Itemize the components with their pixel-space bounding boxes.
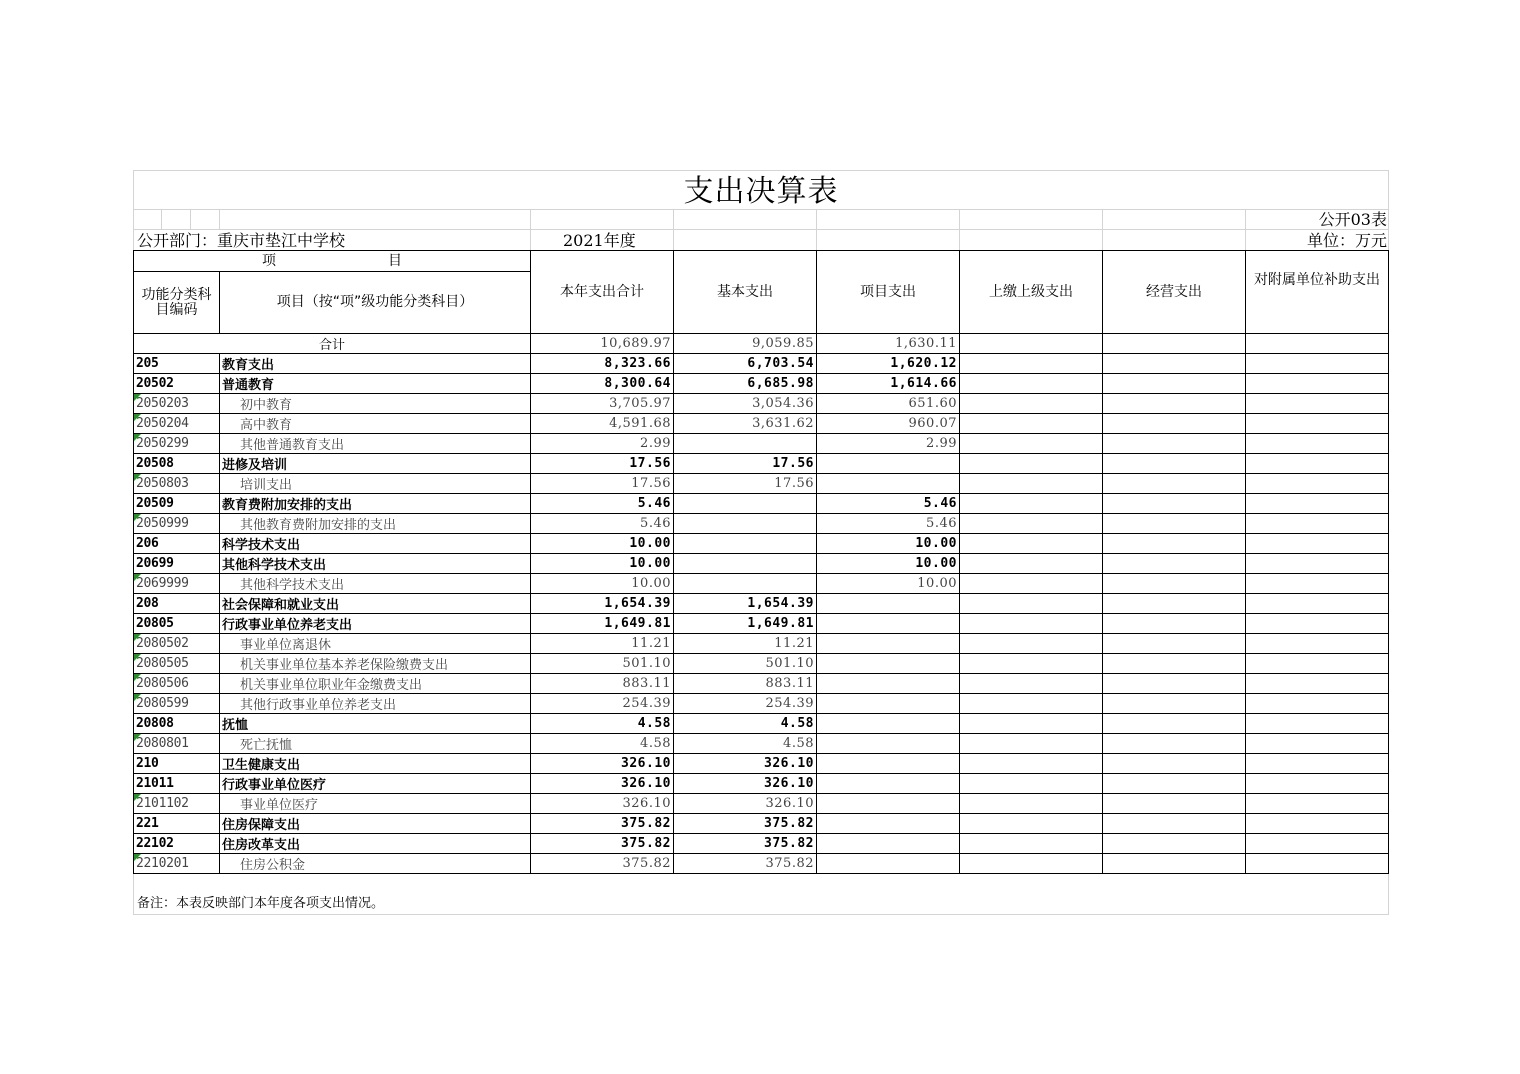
row-name: 社会保障和就业支出 <box>220 594 531 614</box>
row-subsidy <box>1246 794 1389 814</box>
header-item-group: 项 目 <box>134 251 531 272</box>
table-row <box>134 674 1389 694</box>
row-upper <box>960 514 1103 534</box>
row-code: 22102 <box>134 834 220 854</box>
row-upper <box>960 534 1103 554</box>
row-name: 行政事业单位医疗 <box>220 774 531 794</box>
row-name: 卫生健康支出 <box>220 754 531 774</box>
row-basic: 3,631.62 <box>674 414 817 434</box>
empty-cell <box>1103 334 1246 354</box>
row-upper <box>960 774 1103 794</box>
row-business <box>1103 454 1246 474</box>
unit-label: 单位：万元 <box>1306 231 1387 250</box>
row-name: 其他科学技术支出 <box>220 574 531 594</box>
row-project: 960.07 <box>817 414 960 434</box>
row-subsidy <box>1246 514 1389 534</box>
row-business <box>1103 714 1246 734</box>
row-business <box>1103 694 1246 714</box>
row-code: 2050999 <box>134 514 220 534</box>
row-total: 8,300.64 <box>531 374 674 394</box>
row-basic <box>674 574 817 594</box>
row-project: 10.00 <box>817 554 960 574</box>
table-row <box>134 834 1389 854</box>
row-project <box>817 834 960 854</box>
row-upper <box>960 454 1103 474</box>
gridline <box>673 209 674 250</box>
row-project: 10.00 <box>817 534 960 554</box>
row-code: 2080506 <box>134 674 220 694</box>
row-upper <box>960 434 1103 454</box>
row-business <box>1103 594 1246 614</box>
row-subsidy <box>1246 634 1389 654</box>
row-business <box>1103 354 1246 374</box>
row-total: 11.21 <box>531 634 674 654</box>
row-project: 2.99 <box>817 434 960 454</box>
row-name: 其他科学技术支出 <box>220 554 531 574</box>
row-upper <box>960 374 1103 394</box>
row-upper <box>960 814 1103 834</box>
table-title: 支出决算表 <box>683 174 839 209</box>
row-project <box>817 634 960 654</box>
table-row <box>134 354 1389 374</box>
row-name: 进修及培训 <box>220 454 531 474</box>
row-business <box>1103 494 1246 514</box>
gridline <box>959 209 960 250</box>
row-basic: 17.56 <box>674 474 817 494</box>
row-basic <box>674 434 817 454</box>
row-code: 210 <box>134 754 220 774</box>
row-code: 2080505 <box>134 654 220 674</box>
row-subsidy <box>1246 414 1389 434</box>
row-project <box>817 674 960 694</box>
row-total: 4.58 <box>531 734 674 754</box>
table-row <box>134 594 1389 614</box>
row-name: 其他教育费附加安排的支出 <box>220 514 531 534</box>
department-label: 公开部门：重庆市垫江中学校 <box>137 231 346 250</box>
row-subsidy <box>1246 374 1389 394</box>
row-total: 326.10 <box>531 774 674 794</box>
row-business <box>1103 774 1246 794</box>
row-total: 1,649.81 <box>531 614 674 634</box>
row-business <box>1103 794 1246 814</box>
row-code: 20699 <box>134 554 220 574</box>
row-business <box>1103 574 1246 594</box>
gridline <box>133 209 1389 210</box>
row-basic: 6,685.98 <box>674 374 817 394</box>
row-subsidy <box>1246 394 1389 414</box>
row-total: 501.10 <box>531 654 674 674</box>
row-basic <box>674 514 817 534</box>
row-name: 死亡抚恤 <box>220 734 531 754</box>
row-name: 其他普通教育支出 <box>220 434 531 454</box>
row-subsidy <box>1246 854 1389 874</box>
row-basic: 17.56 <box>674 454 817 474</box>
row-name: 培训支出 <box>220 474 531 494</box>
row-subsidy <box>1246 554 1389 574</box>
row-upper <box>960 494 1103 514</box>
gridline <box>219 209 220 229</box>
row-upper <box>960 634 1103 654</box>
empty-cell <box>1246 334 1389 354</box>
row-project <box>817 654 960 674</box>
row-code: 21011 <box>134 774 220 794</box>
row-upper <box>960 674 1103 694</box>
row-code: 205 <box>134 354 220 374</box>
row-name: 高中教育 <box>220 414 531 434</box>
empty-cell <box>960 334 1103 354</box>
row-business <box>1103 834 1246 854</box>
table-row <box>134 754 1389 774</box>
row-subsidy <box>1246 614 1389 634</box>
table-row <box>134 794 1389 814</box>
row-basic: 3,054.36 <box>674 394 817 414</box>
table-row <box>134 614 1389 634</box>
row-business <box>1103 654 1246 674</box>
row-total: 254.39 <box>531 694 674 714</box>
table-row <box>134 414 1389 434</box>
row-project <box>817 754 960 774</box>
row-total: 375.82 <box>531 854 674 874</box>
header-subsidy: 对附属单位补助支出 <box>1246 251 1389 334</box>
row-basic: 6,703.54 <box>674 354 817 374</box>
row-total: 3,705.97 <box>531 394 674 414</box>
row-project: 1,620.12 <box>817 354 960 374</box>
row-name: 普通教育 <box>220 374 531 394</box>
expenditure-table <box>133 250 1389 874</box>
row-code: 2101102 <box>134 794 220 814</box>
row-basic <box>674 554 817 574</box>
row-basic: 883.11 <box>674 674 817 694</box>
row-total: 2.99 <box>531 434 674 454</box>
row-upper <box>960 574 1103 594</box>
gridline <box>1245 209 1246 250</box>
row-code: 20805 <box>134 614 220 634</box>
gridline <box>816 209 817 250</box>
row-subsidy <box>1246 474 1389 494</box>
row-subsidy <box>1246 774 1389 794</box>
footnote: 备注：本表反映部门本年度各项支出情况。 <box>137 896 385 911</box>
row-upper <box>960 854 1103 874</box>
row-project <box>817 774 960 794</box>
row-code: 2050803 <box>134 474 220 494</box>
row-basic: 326.10 <box>674 794 817 814</box>
row-project: 5.46 <box>817 494 960 514</box>
row-code: 206 <box>134 534 220 554</box>
row-total: 326.10 <box>531 754 674 774</box>
row-project <box>817 854 960 874</box>
header-upper: 上缴上级支出 <box>960 251 1103 334</box>
row-business <box>1103 394 1246 414</box>
row-upper <box>960 474 1103 494</box>
row-total: 326.10 <box>531 794 674 814</box>
row-upper <box>960 554 1103 574</box>
row-name: 科学技术支出 <box>220 534 531 554</box>
total-label: 合计 <box>134 334 531 354</box>
row-total: 10.00 <box>531 574 674 594</box>
row-project: 5.46 <box>817 514 960 534</box>
row-name: 事业单位离退休 <box>220 634 531 654</box>
table-row <box>134 714 1389 734</box>
row-basic <box>674 534 817 554</box>
row-code: 2080801 <box>134 734 220 754</box>
table-row <box>134 454 1389 474</box>
row-subsidy <box>1246 594 1389 614</box>
row-total: 5.46 <box>531 494 674 514</box>
row-code: 20508 <box>134 454 220 474</box>
row-total: 375.82 <box>531 814 674 834</box>
row-project <box>817 614 960 634</box>
row-business <box>1103 474 1246 494</box>
row-name: 住房保障支出 <box>220 814 531 834</box>
gridline <box>1102 209 1103 250</box>
row-business <box>1103 534 1246 554</box>
table-row <box>134 434 1389 454</box>
total-project-cell: 1,630.11 <box>817 334 960 354</box>
row-subsidy <box>1246 434 1389 454</box>
row-project <box>817 814 960 834</box>
row-upper <box>960 594 1103 614</box>
gridline <box>161 209 162 229</box>
row-business <box>1103 434 1246 454</box>
gridline <box>530 209 531 250</box>
row-business <box>1103 514 1246 534</box>
row-project <box>817 594 960 614</box>
row-business <box>1103 754 1246 774</box>
table-row <box>134 534 1389 554</box>
row-business <box>1103 854 1246 874</box>
table-row <box>134 554 1389 574</box>
row-upper <box>960 394 1103 414</box>
row-code: 20502 <box>134 374 220 394</box>
row-upper <box>960 794 1103 814</box>
row-project <box>817 794 960 814</box>
header-row <box>134 251 1389 272</box>
row-subsidy <box>1246 534 1389 554</box>
table-row <box>134 574 1389 594</box>
row-upper <box>960 414 1103 434</box>
row-total: 10.00 <box>531 534 674 554</box>
row-upper <box>960 354 1103 374</box>
row-project <box>817 714 960 734</box>
row-business <box>1103 414 1246 434</box>
row-business <box>1103 554 1246 574</box>
row-basic: 1,654.39 <box>674 594 817 614</box>
row-name: 其他行政事业单位养老支出 <box>220 694 531 714</box>
row-upper <box>960 694 1103 714</box>
row-basic: 326.10 <box>674 774 817 794</box>
row-basic: 326.10 <box>674 754 817 774</box>
row-project: 1,614.66 <box>817 374 960 394</box>
row-subsidy <box>1246 814 1389 834</box>
row-code: 2050204 <box>134 414 220 434</box>
row-project <box>817 734 960 754</box>
table-number: 公开03表 <box>1318 210 1387 229</box>
row-total: 8,323.66 <box>531 354 674 374</box>
row-upper <box>960 654 1103 674</box>
row-project <box>817 474 960 494</box>
row-code: 208 <box>134 594 220 614</box>
header-basic: 基本支出 <box>674 251 817 334</box>
row-basic: 4.58 <box>674 714 817 734</box>
row-code: 2050203 <box>134 394 220 414</box>
row-code: 2210201 <box>134 854 220 874</box>
row-name: 机关事业单位职业年金缴费支出 <box>220 674 531 694</box>
row-business <box>1103 634 1246 654</box>
gridline <box>133 229 1389 230</box>
row-total: 5.46 <box>531 514 674 534</box>
header-code: 功能分类科目编码 <box>134 272 220 334</box>
header-name: 项目（按“项”级功能分类科目） <box>220 272 531 334</box>
row-basic: 375.82 <box>674 854 817 874</box>
row-subsidy <box>1246 674 1389 694</box>
row-name: 初中教育 <box>220 394 531 414</box>
row-name: 住房改革支出 <box>220 834 531 854</box>
total-cell: 10,689.97 <box>531 334 674 354</box>
row-business <box>1103 674 1246 694</box>
total-basic-cell: 9,059.85 <box>674 334 817 354</box>
row-business <box>1103 814 1246 834</box>
row-subsidy <box>1246 754 1389 774</box>
gridline <box>190 209 191 229</box>
table-row <box>134 494 1389 514</box>
row-name: 住房公积金 <box>220 854 531 874</box>
table-row <box>134 854 1389 874</box>
row-subsidy <box>1246 454 1389 474</box>
row-basic: 375.82 <box>674 834 817 854</box>
table-row <box>134 634 1389 654</box>
table-row <box>134 774 1389 794</box>
header-business: 经营支出 <box>1103 251 1246 334</box>
row-basic: 375.82 <box>674 814 817 834</box>
row-name: 行政事业单位养老支出 <box>220 614 531 634</box>
row-subsidy <box>1246 354 1389 374</box>
header-total: 本年支出合计 <box>531 251 674 334</box>
row-project <box>817 694 960 714</box>
row-name: 教育费附加安排的支出 <box>220 494 531 514</box>
row-basic: 4.58 <box>674 734 817 754</box>
row-upper <box>960 834 1103 854</box>
row-business <box>1103 374 1246 394</box>
row-basic: 11.21 <box>674 634 817 654</box>
header-project: 项目支出 <box>817 251 960 334</box>
row-basic: 1,649.81 <box>674 614 817 634</box>
row-code: 221 <box>134 814 220 834</box>
table-row <box>134 514 1389 534</box>
row-total: 1,654.39 <box>531 594 674 614</box>
table-row <box>134 474 1389 494</box>
row-total: 17.56 <box>531 454 674 474</box>
row-total: 883.11 <box>531 674 674 694</box>
row-upper <box>960 714 1103 734</box>
table-row <box>134 814 1389 834</box>
table-row <box>134 394 1389 414</box>
row-name: 抚恤 <box>220 714 531 734</box>
row-name: 教育支出 <box>220 354 531 374</box>
fiscal-year: 2021年度 <box>563 231 636 250</box>
row-subsidy <box>1246 734 1389 754</box>
row-subsidy <box>1246 834 1389 854</box>
row-business <box>1103 734 1246 754</box>
row-code: 2080502 <box>134 634 220 654</box>
row-project: 10.00 <box>817 574 960 594</box>
row-name: 机关事业单位基本养老保险缴费支出 <box>220 654 531 674</box>
row-subsidy <box>1246 694 1389 714</box>
row-total: 17.56 <box>531 474 674 494</box>
row-code: 20509 <box>134 494 220 514</box>
row-total: 10.00 <box>531 554 674 574</box>
row-basic <box>674 494 817 514</box>
row-total: 375.82 <box>531 834 674 854</box>
row-project: 651.60 <box>817 394 960 414</box>
row-code: 2069999 <box>134 574 220 594</box>
row-subsidy <box>1246 714 1389 734</box>
table-row <box>134 654 1389 674</box>
row-upper <box>960 734 1103 754</box>
row-code: 20808 <box>134 714 220 734</box>
total-row <box>134 334 1389 354</box>
row-business <box>1103 614 1246 634</box>
row-project <box>817 454 960 474</box>
row-code: 2050299 <box>134 434 220 454</box>
table-row <box>134 694 1389 714</box>
row-upper <box>960 754 1103 774</box>
row-subsidy <box>1246 654 1389 674</box>
table-row <box>134 374 1389 394</box>
row-name: 事业单位医疗 <box>220 794 531 814</box>
row-basic: 254.39 <box>674 694 817 714</box>
row-subsidy <box>1246 574 1389 594</box>
row-upper <box>960 614 1103 634</box>
row-code: 2080599 <box>134 694 220 714</box>
row-basic: 501.10 <box>674 654 817 674</box>
row-total: 4.58 <box>531 714 674 734</box>
table-row <box>134 734 1389 754</box>
row-total: 4,591.68 <box>531 414 674 434</box>
row-subsidy <box>1246 494 1389 514</box>
